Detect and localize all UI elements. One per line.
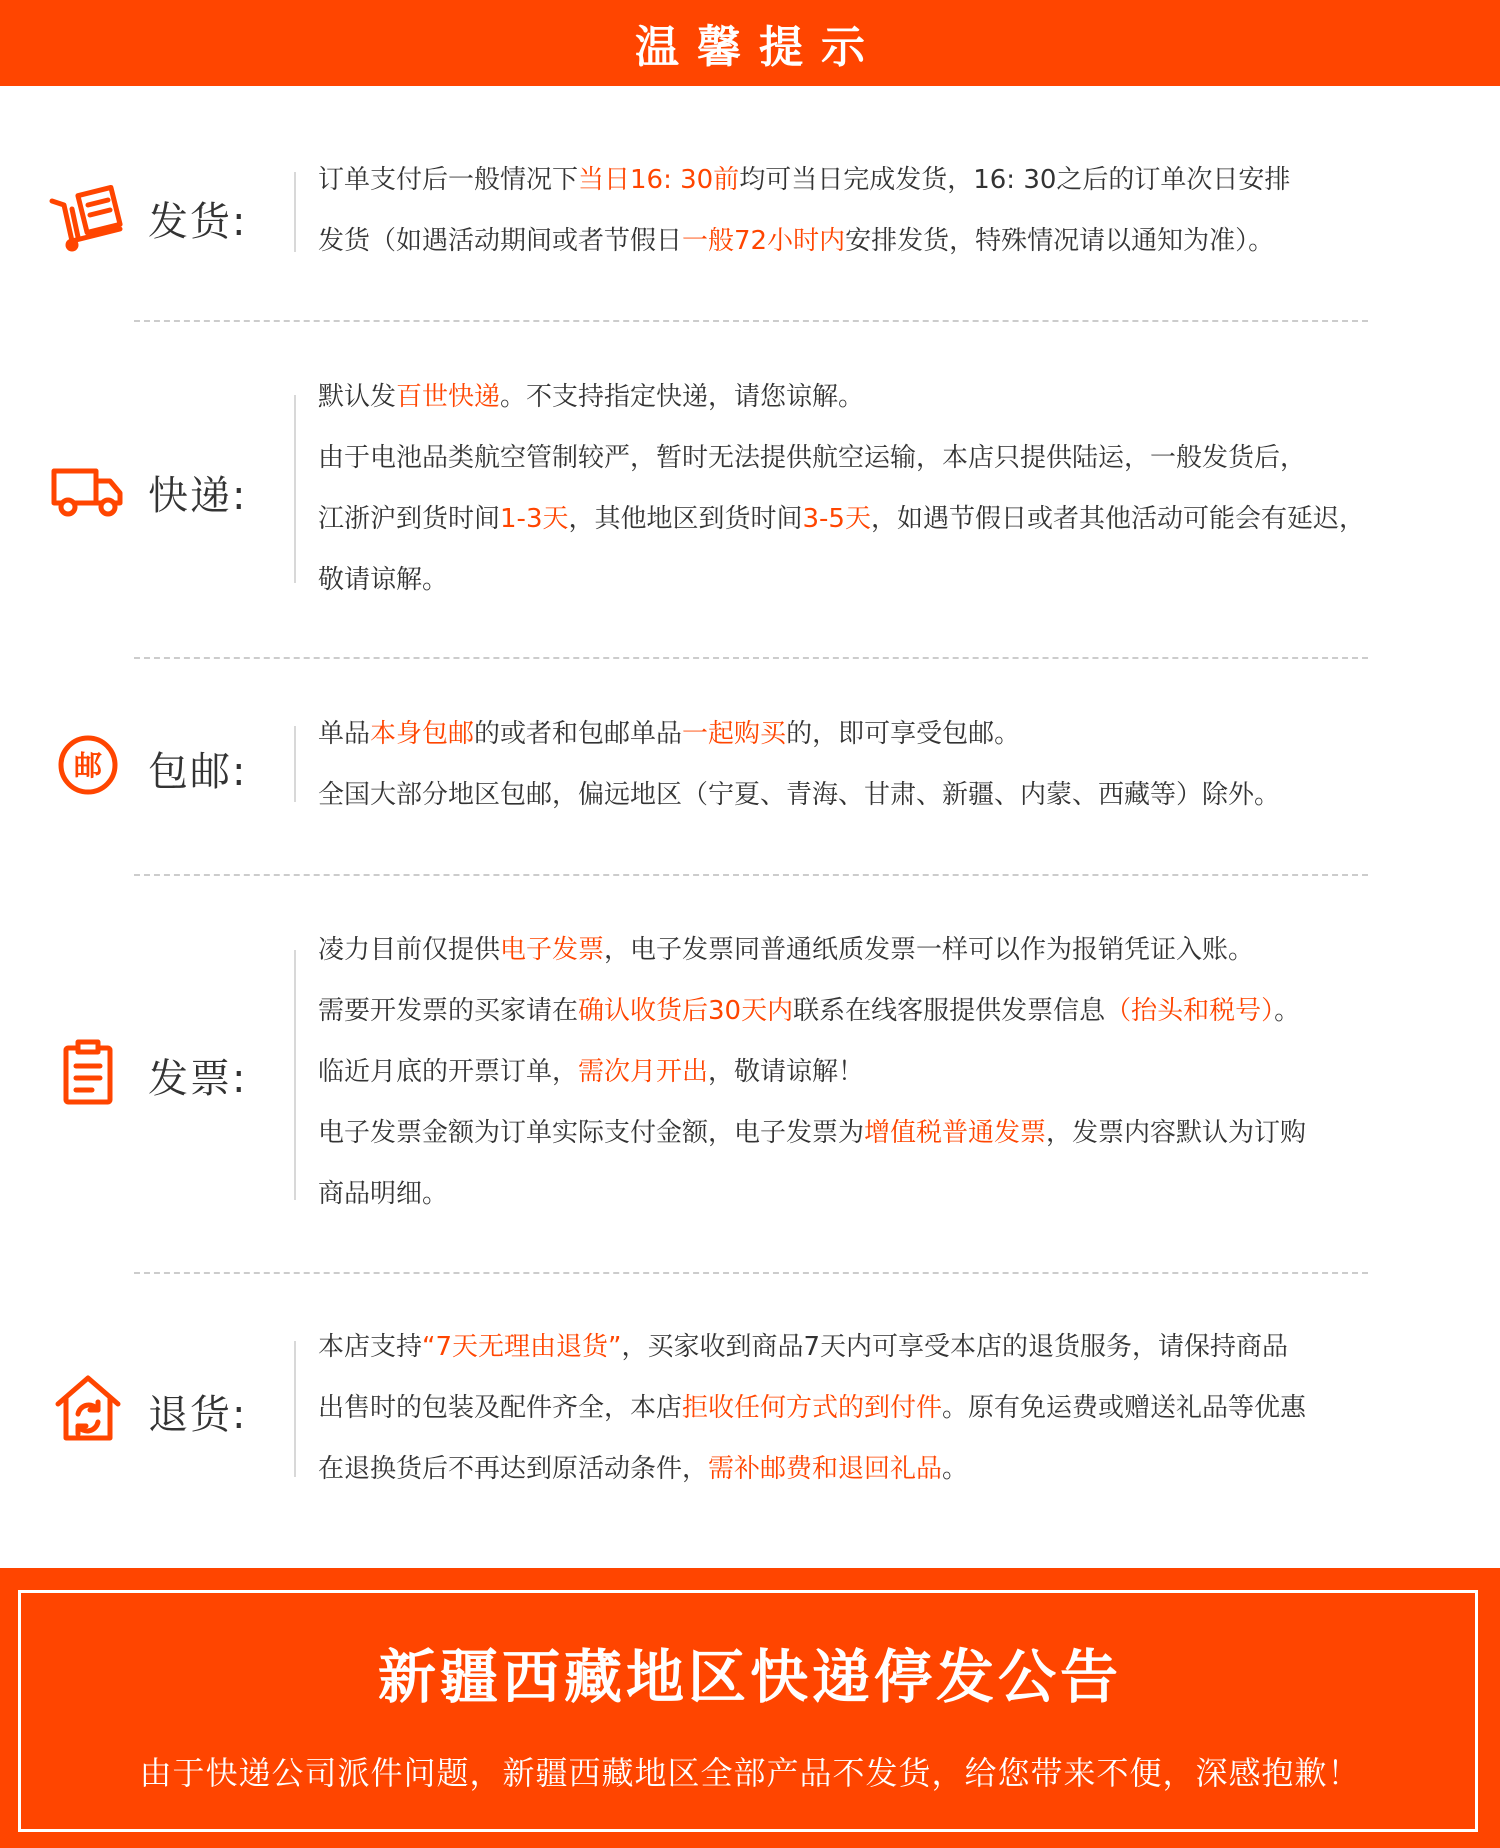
body-text: ，发票内容默认为订购 bbox=[1046, 1118, 1307, 1148]
body-text: 均可当日完成发货，16: 30之后的订单次日安排 bbox=[739, 165, 1291, 195]
body-text: 本店支持 bbox=[318, 1332, 423, 1362]
info-line bbox=[318, 489, 1478, 550]
header-banner bbox=[0, 0, 1500, 86]
info-line bbox=[318, 367, 1478, 428]
section-label: 快递: bbox=[148, 473, 248, 519]
vertical-divider bbox=[294, 950, 296, 1200]
highlight-text: 当日16: 30前 bbox=[578, 165, 740, 195]
body-text: 发货（如遇活动期间或者节假日 bbox=[318, 226, 683, 256]
highlight-text: 1-3天 bbox=[500, 504, 569, 534]
body-text: 的，即可享受包邮。 bbox=[786, 719, 1021, 749]
return-icon bbox=[48, 1368, 128, 1448]
info-line bbox=[318, 1164, 1478, 1225]
body-text: 默认发 bbox=[318, 382, 397, 412]
cart-icon bbox=[48, 175, 128, 255]
body-text: ，如遇节假日或者其他活动可能会有延迟， bbox=[870, 504, 1365, 534]
section-content bbox=[318, 367, 1478, 611]
section-invoice bbox=[0, 920, 1500, 1225]
info-line bbox=[318, 1439, 1478, 1500]
highlight-text: 本身包邮 bbox=[370, 719, 475, 749]
section-delivery bbox=[0, 367, 1500, 611]
body-text: 订单支付后一般情况下 bbox=[318, 165, 579, 195]
body-text: ，电子发票同普通纸质发票一样可以作为报销凭证入账。 bbox=[604, 935, 1255, 965]
info-line bbox=[318, 1103, 1478, 1164]
highlight-text: 百世快递 bbox=[396, 382, 501, 412]
body-text: 。 bbox=[1274, 996, 1301, 1026]
highlight-text: 确认收货后30天内 bbox=[578, 996, 794, 1026]
body-text: 单品 bbox=[318, 719, 371, 749]
section-content bbox=[318, 920, 1478, 1225]
truck-icon bbox=[48, 449, 128, 529]
body-text: 敬请谅解。 bbox=[318, 565, 449, 595]
dashed-divider bbox=[134, 874, 1368, 876]
body-text: 联系在线客服提供发票信息 bbox=[793, 996, 1106, 1026]
notice-title: 新疆西藏地区快递停发公告 bbox=[377, 1643, 1122, 1711]
body-text: 。 bbox=[942, 1454, 969, 1484]
notice-text: 由于快递公司派件问题，新疆西藏地区全部产品不发货，给您带来不便，深感抱歉！ bbox=[139, 1754, 1361, 1792]
body-text: 江浙沪到货时间 bbox=[318, 504, 501, 534]
section-label: 发货: bbox=[148, 199, 248, 245]
section-content bbox=[318, 1317, 1478, 1500]
section-returns bbox=[0, 1317, 1500, 1500]
body-text: 安排发货，特殊情况请以通知为准）。 bbox=[845, 226, 1275, 256]
body-text: 全国大部分地区包邮，偏远地区（宁夏、青海、甘肃、新疆、内蒙、西藏等）除外。 bbox=[318, 780, 1281, 810]
info-line bbox=[318, 211, 1478, 272]
info-line bbox=[318, 981, 1478, 1042]
dashed-divider bbox=[134, 657, 1368, 659]
vertical-divider bbox=[294, 1341, 296, 1477]
body-text: 。不支持指定快递，请您谅解。 bbox=[500, 382, 865, 412]
body-text: 临近月底的开票订单， bbox=[318, 1057, 579, 1087]
body-text: 需要开发票的买家请在 bbox=[318, 996, 579, 1026]
body-text: 凌力目前仅提供 bbox=[318, 935, 501, 965]
postage-icon bbox=[48, 725, 128, 805]
clipboard-icon bbox=[48, 1032, 128, 1112]
section-free-shipping bbox=[0, 704, 1500, 826]
highlight-text: 一般72小时内 bbox=[682, 226, 846, 256]
highlight-text: （抬头和税号） bbox=[1105, 996, 1275, 1026]
highlight-text: 电子发票 bbox=[500, 935, 605, 965]
body-text: ，买家收到商品7天内可享受本店的退货服务，请保持商品 bbox=[621, 1332, 1289, 1362]
section-label: 包邮: bbox=[148, 749, 248, 795]
highlight-text: 一起购买 bbox=[682, 719, 787, 749]
info-line bbox=[318, 550, 1478, 611]
body-text: 在退换货后不再达到原活动条件， bbox=[318, 1454, 709, 1484]
highlight-text: 需补邮费和退回礼品 bbox=[708, 1454, 943, 1484]
highlight-text: 3-5天 bbox=[802, 504, 871, 534]
page-title: 温馨提示 bbox=[635, 22, 883, 73]
dashed-divider bbox=[134, 1272, 1368, 1274]
section-label: 退货: bbox=[148, 1392, 248, 1438]
info-line bbox=[318, 765, 1478, 826]
section-content bbox=[318, 704, 1478, 826]
body-text: ，其他地区到货时间 bbox=[568, 504, 803, 534]
vertical-divider bbox=[294, 395, 296, 583]
info-line bbox=[318, 704, 1478, 765]
highlight-text: “7天无理由退货” bbox=[422, 1332, 622, 1362]
info-line bbox=[318, 150, 1478, 211]
body-text: 电子发票金额为订单实际支付金额，电子发票为 bbox=[318, 1118, 865, 1148]
info-line bbox=[318, 1042, 1478, 1103]
postage-icon-text: 邮 bbox=[73, 749, 103, 782]
highlight-text: 拒收任何方式的到付件 bbox=[682, 1393, 943, 1423]
body-text: ，敬请谅解！ bbox=[708, 1057, 865, 1087]
vertical-divider bbox=[294, 172, 296, 252]
body-text: 出售时的包装及配件齐全，本店 bbox=[318, 1393, 683, 1423]
section-content bbox=[318, 150, 1478, 272]
body-text: 。原有免运费或赠送礼品等优惠 bbox=[942, 1393, 1307, 1423]
highlight-text: 增值税普通发票 bbox=[864, 1118, 1047, 1148]
info-line bbox=[318, 428, 1478, 489]
info-line bbox=[318, 1317, 1478, 1378]
section-shipping bbox=[0, 150, 1500, 280]
highlight-text: 需次月开出 bbox=[578, 1057, 709, 1087]
vertical-divider bbox=[294, 726, 296, 802]
notice-banner bbox=[0, 1568, 1500, 1848]
body-text: 的或者和包邮单品 bbox=[474, 719, 683, 749]
info-line bbox=[318, 920, 1478, 981]
section-label: 发票: bbox=[148, 1056, 248, 1102]
body-text: 由于电池品类航空管制较严，暂时无法提供航空运输，本店只提供陆运，一般发货后， bbox=[318, 443, 1307, 473]
body-text: 商品明细。 bbox=[318, 1179, 449, 1209]
dashed-divider bbox=[134, 320, 1368, 322]
info-line bbox=[318, 1378, 1478, 1439]
